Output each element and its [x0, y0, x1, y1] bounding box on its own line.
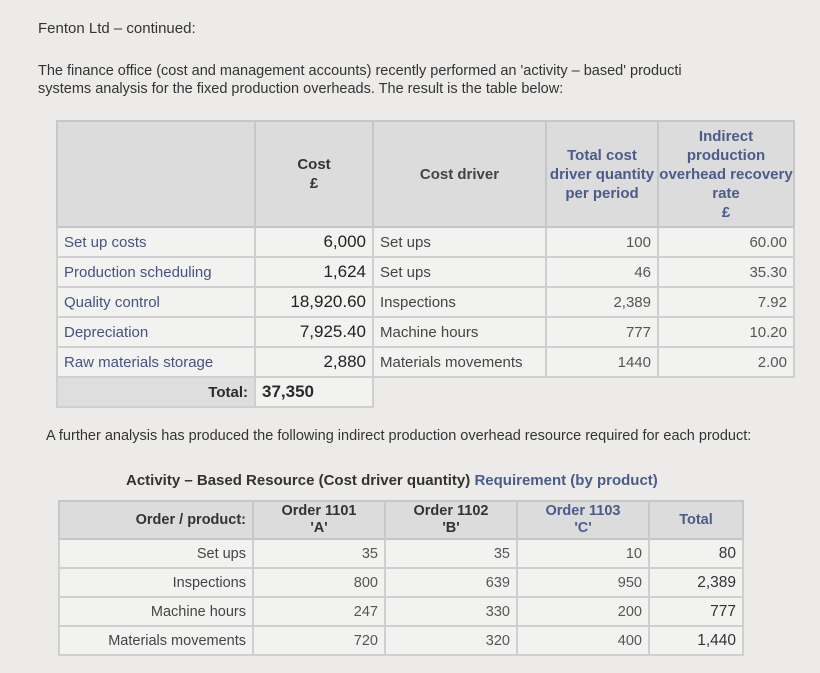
subtitle-part-2: Requirement (by product) [474, 472, 658, 489]
resource-requirement-table [58, 500, 744, 656]
row-rate: 60.00 [658, 227, 794, 257]
header-empty [57, 121, 255, 227]
header-order-b-number: Order 1102 [413, 503, 489, 519]
row-quantity: 777 [546, 317, 658, 347]
row-driver: Inspections [373, 287, 546, 317]
header-cost-driver: Cost driver [373, 121, 546, 227]
intro-line-2: systems analysis for the fixed production overheads. The result is the table below: [38, 81, 564, 97]
table-row [57, 227, 794, 257]
row-order-b: 639 [385, 568, 517, 597]
row-order-b: 320 [385, 626, 517, 655]
row-rate: 35.30 [658, 257, 794, 287]
total-label: Total: [57, 377, 255, 407]
row-quantity: 1440 [546, 347, 658, 377]
header-rate-unit: £ [721, 203, 731, 221]
row-rate: 2.00 [658, 347, 794, 377]
row-order-a: 800 [253, 568, 385, 597]
row-order-c: 400 [517, 626, 649, 655]
row-order-c: 10 [517, 539, 649, 568]
row-label: Raw materials storage [57, 347, 255, 377]
header-order-b-letter: 'B' [442, 520, 460, 536]
overhead-cost-table [56, 120, 795, 408]
row-cost: 6,000 [255, 227, 373, 257]
table-row [57, 287, 794, 317]
header-recovery-rate [658, 121, 794, 227]
row-label: Inspections [59, 568, 253, 597]
table-row [59, 597, 743, 626]
row-order-a: 247 [253, 597, 385, 626]
row-label: Depreciation [57, 317, 255, 347]
row-order-b: 35 [385, 539, 517, 568]
row-total: 2,389 [649, 568, 743, 597]
row-quantity: 2,389 [546, 287, 658, 317]
row-label: Machine hours [59, 597, 253, 626]
table-row [59, 568, 743, 597]
row-total: 80 [649, 539, 743, 568]
row-order-b: 330 [385, 597, 517, 626]
header-cost-unit: £ [309, 175, 319, 192]
subtitle-part-1: Activity – Based Resource (Cost driver quantity) [126, 472, 471, 489]
total-value: 37,350 [255, 377, 373, 407]
row-total: 777 [649, 597, 743, 626]
header-order-product: Order / product: [59, 501, 253, 539]
row-label: Quality control [57, 287, 255, 317]
header-cost-label: Cost [297, 156, 331, 173]
row-cost: 1,624 [255, 257, 373, 287]
row-driver: Machine hours [373, 317, 546, 347]
row-order-c: 200 [517, 597, 649, 626]
intro-paragraph [38, 62, 820, 98]
header-order-c [517, 501, 649, 539]
row-quantity: 100 [546, 227, 658, 257]
row-label: Set ups [59, 539, 253, 568]
table-header-row [57, 121, 794, 227]
row-cost: 7,925.40 [255, 317, 373, 347]
page-heading: Fenton Ltd – continued: [38, 20, 196, 37]
header-total: Total [649, 501, 743, 539]
row-cost: 18,920.60 [255, 287, 373, 317]
row-rate: 10.20 [658, 317, 794, 347]
table-row [59, 626, 743, 655]
row-driver: Set ups [373, 257, 546, 287]
header-cost [255, 121, 373, 227]
row-label: Materials movements [59, 626, 253, 655]
row-label: Set up costs [57, 227, 255, 257]
table-header-row [59, 501, 743, 539]
header-total-quantity: Total cost driver quantity per period [546, 121, 658, 227]
row-order-c: 950 [517, 568, 649, 597]
row-driver: Set ups [373, 227, 546, 257]
intro-line-1: The finance office (cost and management accounts) recently performed an 'activity – based' producti [38, 63, 682, 79]
row-order-a: 720 [253, 626, 385, 655]
table-row [57, 347, 794, 377]
header-order-a [253, 501, 385, 539]
row-quantity: 46 [546, 257, 658, 287]
total-row [57, 377, 794, 407]
header-rate-label: Indirect production overhead recovery rate [659, 127, 793, 202]
resource-table-title [126, 472, 658, 489]
row-total: 1,440 [649, 626, 743, 655]
table-row [57, 257, 794, 287]
header-order-a-letter: 'A' [310, 520, 328, 536]
row-order-a: 35 [253, 539, 385, 568]
row-cost: 2,880 [255, 347, 373, 377]
table-row [59, 539, 743, 568]
row-rate: 7.92 [658, 287, 794, 317]
header-order-c-number: Order 1103 [545, 503, 621, 519]
header-order-b [385, 501, 517, 539]
further-analysis-text: A further analysis has produced the following indirect production overhead resource required for each product: [46, 428, 752, 444]
table-row [57, 317, 794, 347]
header-order-c-letter: 'C' [574, 520, 592, 536]
header-order-a-number: Order 1101 [281, 503, 357, 519]
row-driver: Materials movements [373, 347, 546, 377]
row-label: Production scheduling [57, 257, 255, 287]
